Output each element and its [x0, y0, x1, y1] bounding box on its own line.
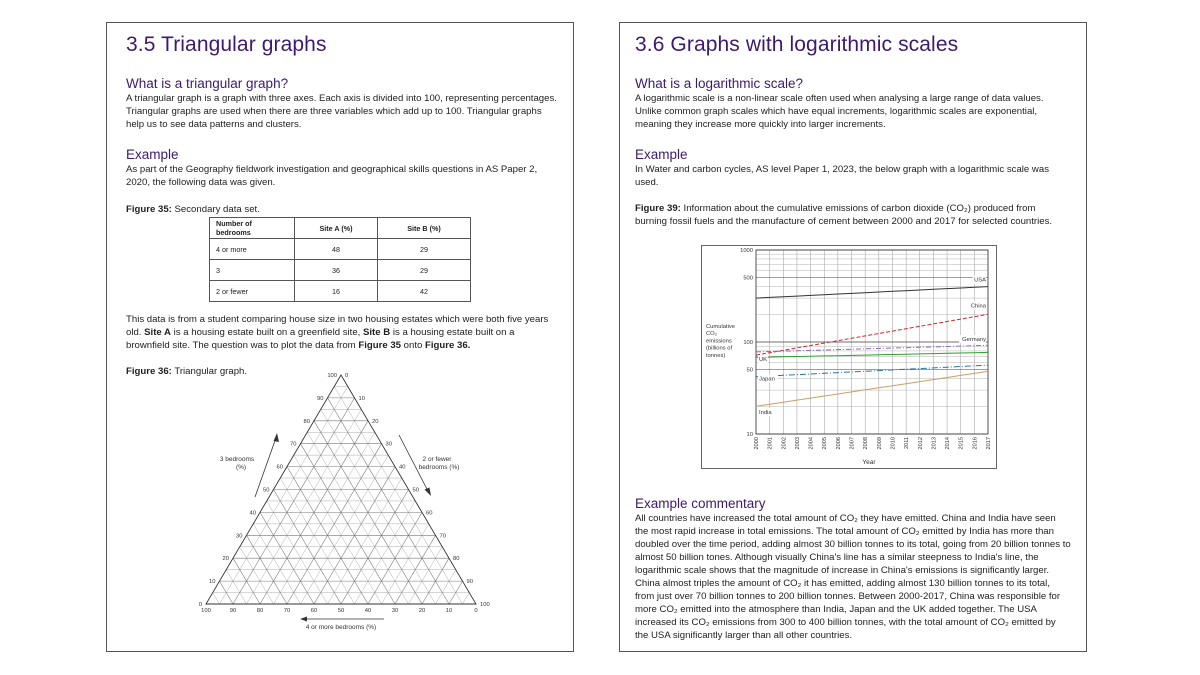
tri-tick-left: 10 — [209, 579, 216, 586]
log-x-tick-label: 2012 — [917, 437, 924, 450]
tri-grid-line — [355, 501, 416, 604]
tri-tick-right: 50 — [412, 487, 419, 494]
arrow-right-head — [425, 488, 432, 497]
tri-tick-bottom: 0 — [474, 608, 478, 614]
log-chart-grid — [756, 250, 988, 434]
log-chart-y-axis-label — [706, 324, 735, 359]
heading-what-is-triangular: What is a triangular graph? — [126, 76, 289, 91]
tri-tick-bottom: 40 — [364, 608, 372, 614]
log-x-tick-label: 2009 — [876, 437, 883, 450]
series-line-uk — [756, 352, 988, 357]
table-header-cell: Site B (%) — [378, 218, 471, 239]
tri-tick-left: 20 — [222, 556, 229, 563]
log-x-tick-label: 2013 — [931, 437, 938, 450]
figure-39-label: Figure 39: — [635, 203, 681, 214]
log-y-tick-label: 1000 — [740, 248, 753, 254]
tri-tick-left: 50 — [263, 487, 270, 494]
figure-36-caption-text: Triangular graph. — [171, 366, 248, 377]
data-description-text: This data is from a student comparing house size in two housing estates which were both five years old. — [126, 314, 549, 338]
triangular-tick-labels — [199, 373, 490, 614]
tri-tick-bottom: 30 — [391, 608, 399, 614]
log-y-tick-label: 50 — [746, 367, 753, 374]
arrow-left-head — [274, 433, 280, 442]
table-cell: 48 — [295, 239, 378, 260]
tri-grid-line — [220, 386, 348, 604]
table-header-cell: Number of bedrooms — [210, 218, 295, 239]
table-cell: 2 or fewer — [210, 281, 295, 302]
site-a-label: Site A — [144, 327, 171, 338]
page-triangular-graphs — [106, 22, 574, 652]
tri-grid-line — [328, 478, 402, 604]
series-line-japan — [756, 365, 988, 377]
section-title-3-6: 3.6 Graphs with logarithmic scales — [635, 33, 959, 56]
figure-36-reference: Figure 36. — [425, 340, 471, 351]
log-x-tick-label: 2014 — [945, 437, 952, 450]
log-chart-series — [756, 287, 988, 407]
tri-tick-left: 100 — [327, 373, 337, 379]
heading-what-is-logarithmic: What is a logarithmic scale? — [635, 76, 804, 91]
paragraph-what-is-triangular: A triangular graph is a graph with three axes. Each axis is divided into 100, representing percentages. Triangular graphs are used when there are three variables which add up to 100. Triangular graphs help us to see data patterns and clusters. — [126, 93, 557, 130]
heading-example-left: Example — [126, 147, 179, 162]
paragraph-example-right: In Water and carbon cycles, AS level Paper 1, 2023, the below graph with a logarithmic scale was used. — [635, 164, 1049, 188]
log-x-tick-label: 2003 — [794, 437, 801, 450]
table-cell: 29 — [378, 260, 471, 281]
figure-39-caption-text: Information about the cumulative emissions of carbon dioxide (CO₂) produced from burning fossil fuels and the manufacture of cement between 2000 and 2017 for selected countries. — [635, 203, 1053, 227]
tri-grid-line — [436, 570, 456, 604]
table-cell: 42 — [378, 281, 471, 302]
figure-39-caption — [635, 202, 1067, 228]
figure-36-label: Figure 36: — [126, 366, 172, 377]
series-line-usa — [756, 287, 988, 299]
triangular-graph — [107, 23, 574, 652]
tri-grid-line — [294, 455, 382, 604]
series-line-india — [756, 371, 988, 406]
series-label-uk: UK — [759, 357, 768, 364]
tri-tick-left: 60 — [276, 464, 283, 471]
tri-tick-bottom: 10 — [445, 608, 453, 614]
log-y-label-line: (billions of — [706, 345, 733, 352]
tri-tick-left: 40 — [249, 510, 256, 517]
log-chart-frame — [701, 245, 997, 469]
series-label-china: China — [970, 303, 986, 310]
log-y-label-line: tonnes) — [706, 352, 726, 359]
site-b-label: Site B — [362, 327, 391, 338]
log-scale-chart — [702, 246, 996, 468]
data-description-text: is a housing estate built on a greenfield site, — [170, 327, 363, 338]
log-x-tick-label: 2001 — [767, 437, 774, 450]
tri-grid-line — [409, 547, 443, 604]
figure-35-reference: Figure 35 — [358, 340, 401, 351]
log-x-tick-label: 2000 — [754, 437, 760, 450]
heading-example-commentary: Example commentary — [635, 496, 766, 511]
tri-tick-right: 100 — [480, 602, 490, 608]
tri-tick-right: 10 — [358, 395, 365, 402]
log-x-tick-label: 2005 — [822, 437, 829, 450]
tri-tick-left: 70 — [290, 441, 297, 448]
log-y-tick-label: 10 — [746, 432, 753, 438]
paragraph-example-left: As part of the Geography fieldwork investigation and geographical skills questions in AS Paper 2, 2020, the following data was given. — [126, 164, 538, 188]
log-y-tick-label: 100 — [743, 340, 753, 346]
tri-tick-right: 40 — [399, 464, 406, 471]
tri-grid-line — [274, 432, 375, 604]
table-cell: 29 — [378, 239, 471, 260]
series-line-china — [756, 314, 988, 355]
tri-tick-right: 20 — [372, 418, 379, 425]
log-x-tick-label: 2017 — [986, 437, 992, 450]
log-x-tick-label: 2008 — [863, 437, 870, 450]
section-title-3-5: 3.5 Triangular graphs — [126, 33, 327, 56]
axis-label-bottom: 4 or more bedrooms (%) — [305, 624, 377, 631]
paragraph-what-is-logarithmic: A logarithmic scale is a non-linear scale often used when analysing a large range of data values. Unlike common graph scales which have equal increments, logarithmic scales are exponential, meaning they increase more quickly into larger increments. — [635, 93, 1044, 130]
series-label-usa: USA — [974, 277, 986, 284]
table-cell: 16 — [295, 281, 378, 302]
tri-tick-left: 30 — [236, 533, 243, 540]
tri-grid-line — [382, 524, 429, 604]
tri-grid-line — [213, 593, 220, 604]
tri-tick-bottom: 70 — [283, 608, 291, 614]
tri-tick-right: 60 — [426, 510, 433, 517]
tri-grid-line — [280, 478, 354, 604]
log-x-tick-label: 2015 — [958, 437, 965, 450]
tri-grid-line — [307, 432, 408, 604]
axis-label-left-line2: (%) — [235, 464, 247, 471]
log-y-label-line: Cumulative — [706, 324, 735, 330]
series-label-germany: Germany — [962, 337, 986, 344]
log-x-tick-label: 2016 — [972, 437, 979, 450]
figure-35-label: Figure 35: — [126, 204, 172, 215]
series-label-japan: Japan — [759, 376, 775, 383]
tri-tick-bottom: 90 — [229, 608, 237, 614]
tri-grid-line — [253, 524, 300, 604]
tri-grid-line — [463, 593, 470, 604]
triangular-grid — [206, 375, 476, 604]
tri-tick-right: 0 — [345, 373, 349, 379]
tri-grid-line — [301, 455, 389, 604]
log-chart-y-ticks — [740, 248, 753, 438]
tri-tick-bottom: 60 — [310, 608, 318, 614]
tri-tick-bottom: 100 — [201, 608, 211, 614]
table-cell: 3 — [210, 260, 295, 281]
axis-label-left-line1: 3 bedrooms — [219, 456, 255, 463]
tri-tick-right: 80 — [453, 556, 460, 563]
tri-grid-line — [240, 547, 274, 604]
log-chart-x-axis-label: Year — [862, 459, 876, 466]
paragraph-example-commentary: All countries have increased the total amount of CO₂ they have emitted. China and India have seen the most rapid increase in total emissions. The total amount of CO₂ emitted by India has more than doubled over the time period, adding almost 30 billion tonnes to its total, going from 20 billion tonnes to almost 50 billion tones. Although visually China's line has a similar steepness to India's line, the logarithmic scale shows that the magnitude of increase in China's emissions is significantly larger. China almost triples the amount of CO₂ it has emitted, adding almost 130 billion tonnes to its total, from just over 70 billion tonnes to 200 billion tonnes. Between 2000-2017, China was responsible for more CO₂ emitted into the atmosphere than India, Japan and the UK added together. The USA increased its CO₂ emissions from 300 to 400 billion tonnes, with the total amount of CO₂ emitted by the USA significantly larger than all other countries. — [635, 513, 1071, 641]
series-label-india: India — [759, 409, 772, 416]
axis-label-right-line1: 2 or fewer — [422, 456, 452, 463]
log-x-tick-label: 2007 — [849, 437, 856, 450]
axis-label-right-line2: bedrooms (%) — [418, 464, 460, 471]
tri-tick-right: 30 — [385, 441, 392, 448]
heading-example-right: Example — [635, 147, 688, 162]
log-y-tick-label: 500 — [743, 275, 753, 282]
tri-tick-right: 90 — [466, 579, 473, 586]
log-y-label-line: emissions — [706, 338, 732, 345]
log-x-tick-label: 2002 — [781, 437, 788, 450]
log-x-tick-label: 2004 — [808, 437, 815, 450]
tri-grid-line — [267, 501, 328, 604]
tri-grid-line — [226, 570, 246, 604]
tri-grid-line — [334, 386, 462, 604]
data-description-text: onto — [401, 340, 426, 351]
figure-35-caption-text: Secondary data set. — [171, 204, 260, 215]
triangular-axis-arrows — [255, 433, 431, 622]
tri-tick-left: 0 — [198, 602, 202, 608]
log-x-tick-label: 2011 — [904, 437, 911, 450]
data-description-text: is a housing estate built on a brownfield site. The question was to plot the data from — [126, 327, 515, 351]
tri-tick-right: 70 — [439, 533, 446, 540]
table-header-cell: Site A (%) — [295, 218, 378, 239]
arrow-bottom-head — [300, 617, 307, 622]
log-y-label-line: CO₂ — [706, 331, 717, 338]
tri-tick-bottom: 50 — [337, 608, 345, 614]
log-x-tick-label: 2006 — [835, 437, 842, 450]
table-cell: 36 — [295, 260, 378, 281]
log-x-tick-label: 2010 — [890, 437, 897, 450]
table-cell: 4 or more — [210, 239, 295, 260]
page-logarithmic-scales — [619, 22, 1087, 652]
tri-tick-left: 90 — [317, 395, 324, 402]
tri-tick-left: 80 — [303, 418, 310, 425]
tri-tick-bottom: 80 — [256, 608, 264, 614]
log-chart-x-ticks — [754, 437, 992, 449]
tri-tick-bottom: 20 — [418, 608, 426, 614]
